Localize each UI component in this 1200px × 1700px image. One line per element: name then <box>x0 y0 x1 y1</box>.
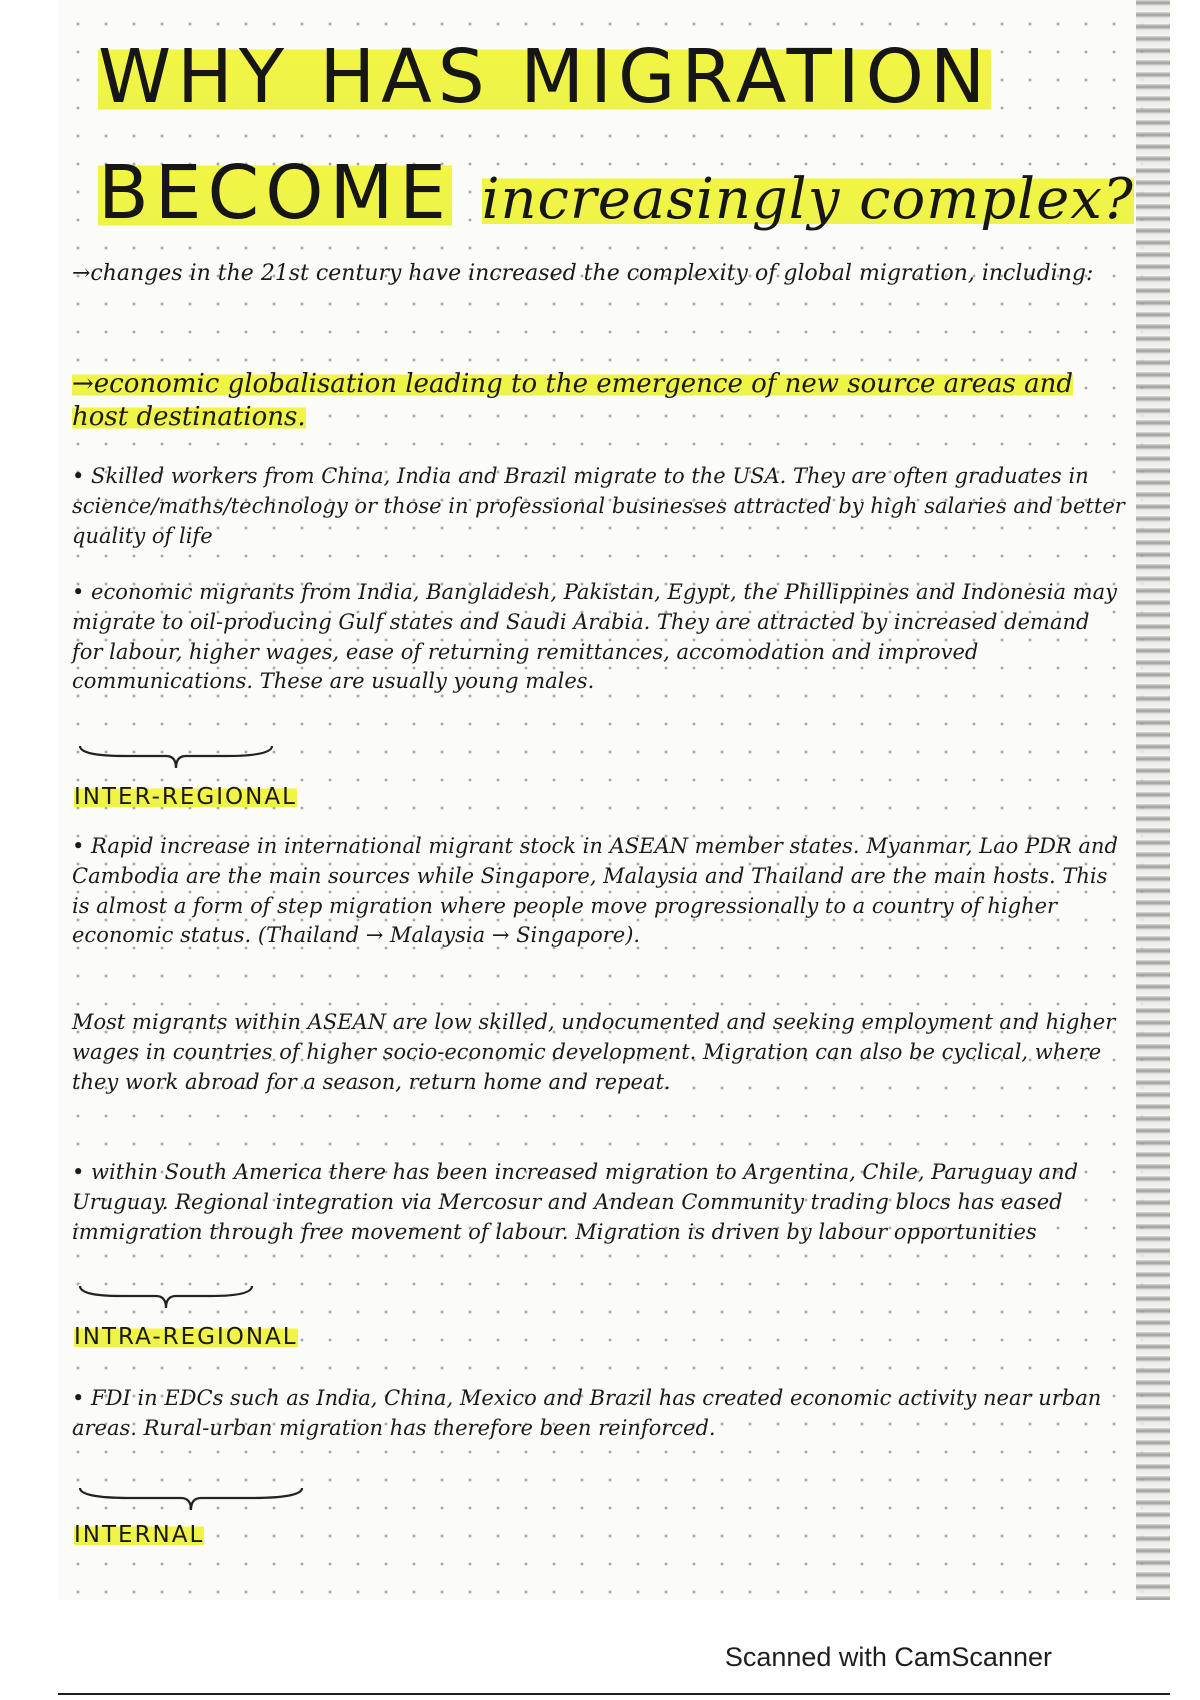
label-internal-text: INTERNAL <box>74 1522 205 1548</box>
page-title-line-2 <box>98 150 1134 236</box>
point-asean: • Rapid increase in international migrant stock in ASEAN member states. Myanmar, Lao PDR and Cambodia are the main sources while Singapore, Malaysia and Thailand are the main hosts. This is almost a form of step migration where people move progressionally to a country of higher economic status. (Thailand → Malaysia → Singapore). <box>72 834 1118 948</box>
point-skilled-workers: • Skilled workers from China, India and Brazil migrate to the USA. They are often graduates in science/maths/technology or those in professional businesses attracted by high salaries and better quality of life <box>72 464 1125 548</box>
label-intra-regional <box>74 1324 298 1350</box>
point-gulf-migrants: • economic migrants from India, Bangladesh, Pakistan, Egypt, the Phillippines and Indonesia may migrate to oil-producing Gulf states and Saudi Arabia. They are attracted by increased demand for labour, higher wages, ease of returning remittances, accomodation and improved communications. These are usually young males. <box>72 580 1117 694</box>
title-line-2-script: increasingly complex? <box>481 167 1134 232</box>
footer-divider <box>58 1693 1170 1695</box>
label-internal <box>74 1522 204 1548</box>
point-south-america: • within South America there has been increased migration to Argentina, Chile, Paruguay and Uruguay. Regional integration via Mercosur and Andean Community trading blocs has eased immigration through free movement of labour. Migration is driven by labour opportunities <box>72 1160 1079 1244</box>
intro-text: →changes in the 21st century have increased the complexity of global migration, including: <box>72 261 1094 286</box>
page-title-line-1 <box>98 34 991 120</box>
label-inter-regional <box>74 784 297 810</box>
subheading-text: →economic globalisation leading to the emergence of new source areas and host destinations. <box>72 369 1073 432</box>
brace-inter-regional <box>76 742 276 772</box>
point-fdi: • FDI in EDCs such as India, China, Mexico and Brazil has created economic activity near urban areas. Rural-urban migration has therefore been reinforced. <box>72 1386 1102 1440</box>
subheading <box>72 368 1126 433</box>
title-line-1-text: WHY HAS MIGRATION <box>98 34 992 120</box>
title-line-2-plain: BECOME <box>98 150 453 236</box>
notebook-page <box>58 0 1170 1600</box>
brace-internal <box>76 1484 306 1514</box>
label-intra-regional-text: INTRA-REGIONAL <box>74 1324 298 1350</box>
brace-intra-regional <box>76 1282 256 1312</box>
label-inter-regional-text: INTER-REGIONAL <box>74 784 297 810</box>
scanner-watermark: Scanned with CamScanner <box>724 1642 1052 1672</box>
spiral-binding <box>1136 0 1170 1600</box>
point-asean-low-skilled: Most migrants within ASEAN are low skilled, undocumented and seeking employment and higher wages in countries of higher socio-economic development. Migration can also be cyclical, where they work abroad for a season, return home and repeat. <box>72 1010 1116 1094</box>
